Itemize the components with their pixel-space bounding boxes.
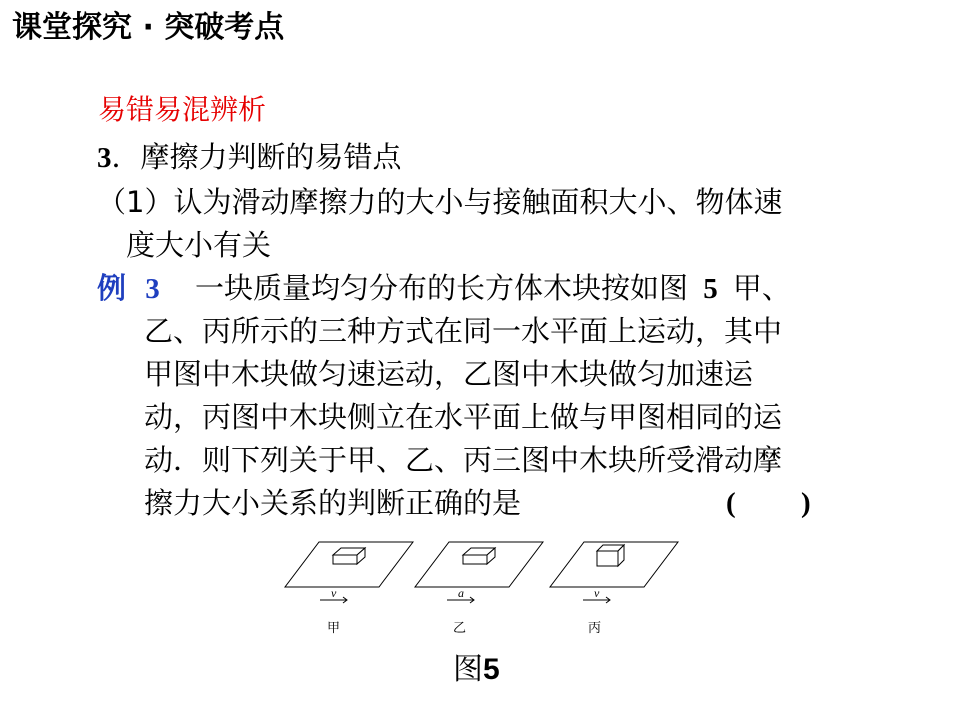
item1-line2: 度大小有关 <box>126 228 272 262</box>
example-number: 3 <box>145 273 160 305</box>
panel-name-yi: 乙 <box>453 621 467 636</box>
point-title: 摩擦力判断的易错点 <box>140 140 402 174</box>
panel-bing <box>550 542 678 603</box>
block-jia-flat <box>333 548 365 564</box>
figure-caption-prefix: 图 <box>453 652 483 687</box>
example-line2: 乙、丙所示的三种方式在同一水平面上运动，其中 <box>144 314 783 348</box>
figure-caption-number: 5 <box>483 653 500 686</box>
item1-label: （1） <box>97 185 174 219</box>
example-line3: 甲图中木块做匀速运动，乙图中木块做匀加速运 <box>144 357 754 391</box>
motion-label-yi: a <box>458 586 464 600</box>
section-title: 易错易混辨析 <box>98 93 267 126</box>
motion-label-jia: v <box>331 586 337 600</box>
point-number: 3 <box>97 142 112 174</box>
figure-caption <box>453 650 500 690</box>
answer-paren-close: ) <box>801 487 811 519</box>
page-header-title: 课堂探究 · 突破考点 <box>12 10 285 45</box>
answer-paren-open: ( <box>726 487 736 519</box>
example-text-1b: 甲、 <box>732 271 791 305</box>
panel-name-bing: 丙 <box>588 621 602 636</box>
example-line4: 动，丙图中木块侧立在水平面上做与甲图相同的运 <box>144 400 783 434</box>
point-separator: ． <box>111 140 141 174</box>
block-bing-upright <box>597 545 624 566</box>
example-text-1: 一块质量均匀分布的长方体木块按如图 <box>194 271 688 305</box>
panel-name-jia: 甲 <box>327 621 341 636</box>
motion-label-bing: v <box>594 586 600 600</box>
example-label: 例 <box>97 271 127 305</box>
panel-jia <box>285 542 413 603</box>
block-yi-flat <box>463 548 495 564</box>
example-line6: 擦力大小关系的判断正确的是 <box>144 486 522 520</box>
example-line5: 动．则下列关于甲、乙、丙三图中木块所受滑动摩 <box>144 443 783 477</box>
item1-text-1: 认为滑动摩擦力的大小与接触面积大小、物体速 <box>173 185 783 219</box>
panel-yi <box>415 542 543 603</box>
figure-reference: 5 <box>703 273 718 305</box>
